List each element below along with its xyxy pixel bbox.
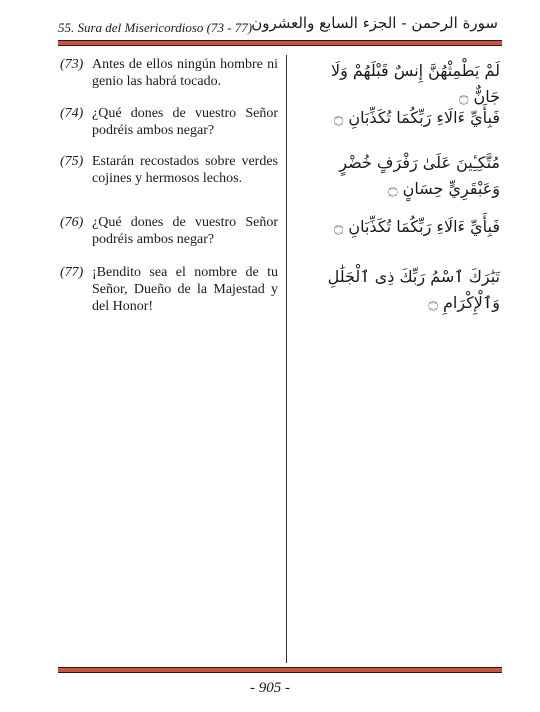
verse-number: (76)	[60, 215, 84, 230]
page-header	[58, 8, 498, 34]
verse-text: ¡Bendito sea el nombre de tu Señor, Dueño de la Majestad y del Honor!	[92, 265, 278, 314]
verse-translation	[60, 105, 278, 139]
verse-text: ¿Qué dones de vuestro Señor podréis ambos negar?	[92, 215, 278, 247]
verse-arabic: تَبَٰرَكَ ٱسْمُ رَبِّكَ ذِى ٱلْجَلَٰلِ وَٱلْإِكْرَامِ ۝	[327, 267, 500, 312]
verse-arabic: فَبِأَيِّ ءَالَاءِ رَبِّكُمَا تُكَذِّبَانِ ۝	[333, 217, 500, 236]
verse-arabic: مُتَّكِـِٔينَ عَلَىٰ رَفْرَفٍ خُضْرٍ وَعَبْقَرِيٍّ حِسَانٍ ۝	[339, 153, 500, 198]
verse-translation	[60, 153, 278, 187]
header-arabic-title: سورة الرحمن - الجزء السابع والعشرون	[251, 14, 498, 32]
verse-number: (77)	[60, 265, 84, 280]
verse-text: ¿Qué dones de vuestro Señor podréis ambos negar?	[92, 106, 278, 138]
verse-translation	[60, 56, 278, 90]
verse-arabic: فَبِأَيِّ ءَالَاءِ رَبِّكُمَا تُكَذِّبَانِ ۝	[333, 108, 500, 127]
verse-arabic: لَمْ يَطْمِثْهُنَّ إِنسٌ قَبْلَهُمْ وَلَا جَانٌّ ۝	[330, 61, 500, 106]
verse-translation	[60, 214, 278, 248]
verse-translation	[60, 264, 278, 315]
page-number: - 905 -	[250, 680, 290, 696]
column-divider	[286, 55, 287, 663]
bottom-decorative-rule	[58, 667, 502, 673]
top-decorative-rule	[58, 40, 502, 46]
verse-number: (74)	[60, 106, 84, 121]
header-sura-title: 55. Sura del Misericordioso (73 - 77)	[58, 20, 253, 35]
verse-number: (75)	[60, 154, 84, 169]
verse-number: (73)	[60, 57, 84, 72]
verse-text: Estarán recostados sobre verdes cojines y hermosos lechos.	[92, 154, 278, 186]
verse-text: Antes de ellos ningún hombre ni genio las habrá tocado.	[92, 57, 278, 89]
